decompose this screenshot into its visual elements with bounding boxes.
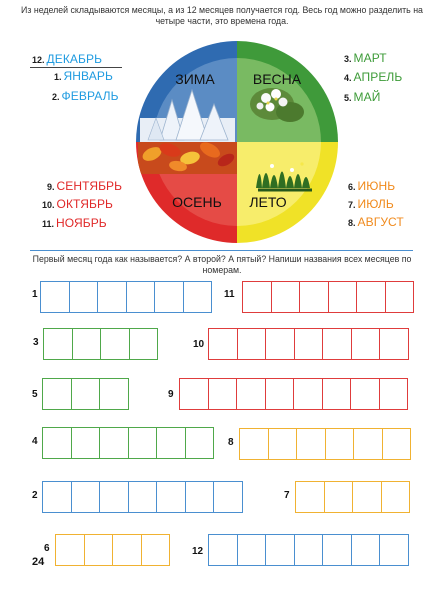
month-june: 6. ИЮНЬ — [348, 179, 396, 193]
answer-cell[interactable] — [128, 427, 157, 459]
month-may: 5. МАЙ — [344, 90, 381, 104]
row-number-9: 9 — [168, 389, 174, 400]
answer-cell[interactable] — [208, 378, 237, 410]
seasons-wheel — [0, 0, 444, 250]
answer-row-5[interactable] — [42, 378, 129, 410]
answer-cell[interactable] — [71, 427, 100, 459]
answer-cell[interactable] — [55, 534, 84, 566]
answer-cell[interactable] — [128, 481, 157, 513]
answer-cell[interactable] — [129, 328, 159, 360]
row-number-8: 8 — [228, 437, 234, 448]
december-divider — [30, 67, 122, 68]
answer-cell[interactable] — [141, 534, 171, 566]
month-march: 3. МАРТ — [344, 51, 387, 65]
row-number-1: 1 — [32, 289, 38, 300]
row-number-11: 11 — [224, 289, 235, 300]
month-february: 2. ФЕВРАЛЬ — [52, 89, 119, 103]
answer-cell[interactable] — [99, 481, 128, 513]
answer-cell[interactable] — [381, 481, 411, 513]
answer-cell[interactable] — [294, 328, 323, 360]
answer-cell[interactable] — [296, 428, 325, 460]
month-december: 12. ДЕКАБРЬ — [32, 52, 103, 66]
answer-cell[interactable] — [350, 378, 379, 410]
answer-cell[interactable] — [379, 328, 409, 360]
answer-cell[interactable] — [208, 328, 237, 360]
answer-cell[interactable] — [99, 378, 129, 410]
season-label-spring: ВЕСНА — [252, 71, 302, 87]
answer-cell[interactable] — [265, 328, 294, 360]
answer-cell[interactable] — [100, 328, 129, 360]
answer-cell[interactable] — [154, 281, 183, 313]
season-label-autumn: ОСЕНЬ — [172, 194, 222, 210]
answer-row-1[interactable] — [40, 281, 212, 313]
answer-row-3[interactable] — [43, 328, 158, 360]
answer-cell[interactable] — [328, 281, 357, 313]
answer-cell[interactable] — [239, 428, 268, 460]
answer-cell[interactable] — [97, 281, 126, 313]
answer-cell[interactable] — [379, 378, 409, 410]
answer-cell[interactable] — [356, 281, 385, 313]
autumn-leaves-illustration — [138, 139, 237, 174]
answer-cell[interactable] — [293, 378, 322, 410]
answer-cell[interactable] — [351, 534, 380, 566]
answer-row-9[interactable] — [179, 378, 408, 410]
answer-cell[interactable] — [71, 481, 100, 513]
answer-cell[interactable] — [156, 427, 185, 459]
page-number: 24 — [32, 556, 45, 568]
answer-row-2[interactable] — [42, 481, 243, 513]
answer-cell[interactable] — [271, 281, 300, 313]
answer-cell[interactable] — [353, 428, 382, 460]
answer-cell[interactable] — [42, 378, 71, 410]
answer-row-6[interactable] — [55, 534, 170, 566]
answer-cell[interactable] — [265, 534, 294, 566]
answer-cell[interactable] — [325, 428, 354, 460]
answer-cell[interactable] — [156, 481, 185, 513]
answer-cell[interactable] — [268, 428, 297, 460]
answer-cell[interactable] — [179, 378, 208, 410]
season-label-summer: ЛЕТО — [249, 194, 287, 210]
month-september: 9. СЕНТЯБРЬ — [47, 179, 123, 193]
answer-cell[interactable] — [295, 481, 324, 513]
answer-cell[interactable] — [183, 281, 213, 313]
answer-cell[interactable] — [40, 281, 69, 313]
answer-cell[interactable] — [379, 534, 409, 566]
month-october: 10. ОКТЯБРЬ — [42, 197, 114, 211]
answer-cell[interactable] — [322, 378, 351, 410]
answer-row-10[interactable] — [208, 328, 409, 360]
month-august: 8. АВГУСТ — [348, 215, 404, 229]
answer-row-12[interactable] — [208, 534, 409, 566]
answer-cell[interactable] — [382, 428, 412, 460]
month-april: 4. АПРЕЛЬ — [344, 70, 403, 84]
question-text: Первый месяц года как называется? А второй? А пятый? Напиши названия всех месяцев по номерам. — [32, 254, 412, 275]
answer-cell[interactable] — [185, 481, 214, 513]
answer-cell[interactable] — [42, 481, 71, 513]
answer-cell[interactable] — [352, 481, 381, 513]
answer-cell[interactable] — [237, 534, 266, 566]
row-number-2: 2 — [32, 490, 38, 501]
answer-cell[interactable] — [208, 534, 237, 566]
answer-cell[interactable] — [322, 328, 351, 360]
row-number-12: 12 — [192, 546, 204, 557]
answer-cell[interactable] — [126, 281, 155, 313]
row-number-6: 6 — [44, 543, 50, 554]
answer-row-4[interactable] — [42, 427, 214, 459]
answer-cell[interactable] — [72, 328, 101, 360]
answer-row-11[interactable] — [242, 281, 414, 313]
answer-row-8[interactable] — [239, 428, 411, 460]
answer-cell[interactable] — [294, 534, 323, 566]
month-july: 7. ИЮЛЬ — [348, 197, 394, 211]
row-number-10: 10 — [193, 339, 205, 350]
answer-cell[interactable] — [213, 481, 243, 513]
answer-cell[interactable] — [242, 281, 271, 313]
answer-cell[interactable] — [299, 281, 328, 313]
row-number-7: 7 — [284, 490, 290, 501]
answer-cell[interactable] — [236, 378, 265, 410]
answer-cell[interactable] — [43, 328, 72, 360]
month-january: 1. ЯНВАРЬ — [54, 69, 113, 83]
answer-cell[interactable] — [112, 534, 141, 566]
section-divider — [30, 250, 413, 251]
answer-cell[interactable] — [69, 281, 98, 313]
row-number-4: 4 — [32, 436, 38, 447]
answer-cell[interactable] — [385, 281, 415, 313]
row-number-5: 5 — [32, 389, 38, 400]
answer-cell[interactable] — [84, 534, 113, 566]
month-november: 11. НОЯБРЬ — [42, 216, 107, 230]
answer-cell[interactable] — [99, 427, 128, 459]
answer-cell[interactable] — [237, 328, 266, 360]
row-number-3: 3 — [33, 337, 39, 348]
answer-cell[interactable] — [322, 534, 351, 566]
answer-cell[interactable] — [42, 427, 71, 459]
answer-cell[interactable] — [324, 481, 353, 513]
answer-cell[interactable] — [351, 328, 380, 360]
answer-row-7[interactable] — [295, 481, 410, 513]
answer-cell[interactable] — [185, 427, 215, 459]
answer-cell[interactable] — [71, 378, 100, 410]
answer-cell[interactable] — [265, 378, 294, 410]
season-label-winter: ЗИМА — [175, 71, 215, 87]
intro-text: Из неделей складываются месяцы, а из 12 месяцев получается год. Весь год можно разделить на четыре части, это времена года. — [21, 5, 423, 26]
